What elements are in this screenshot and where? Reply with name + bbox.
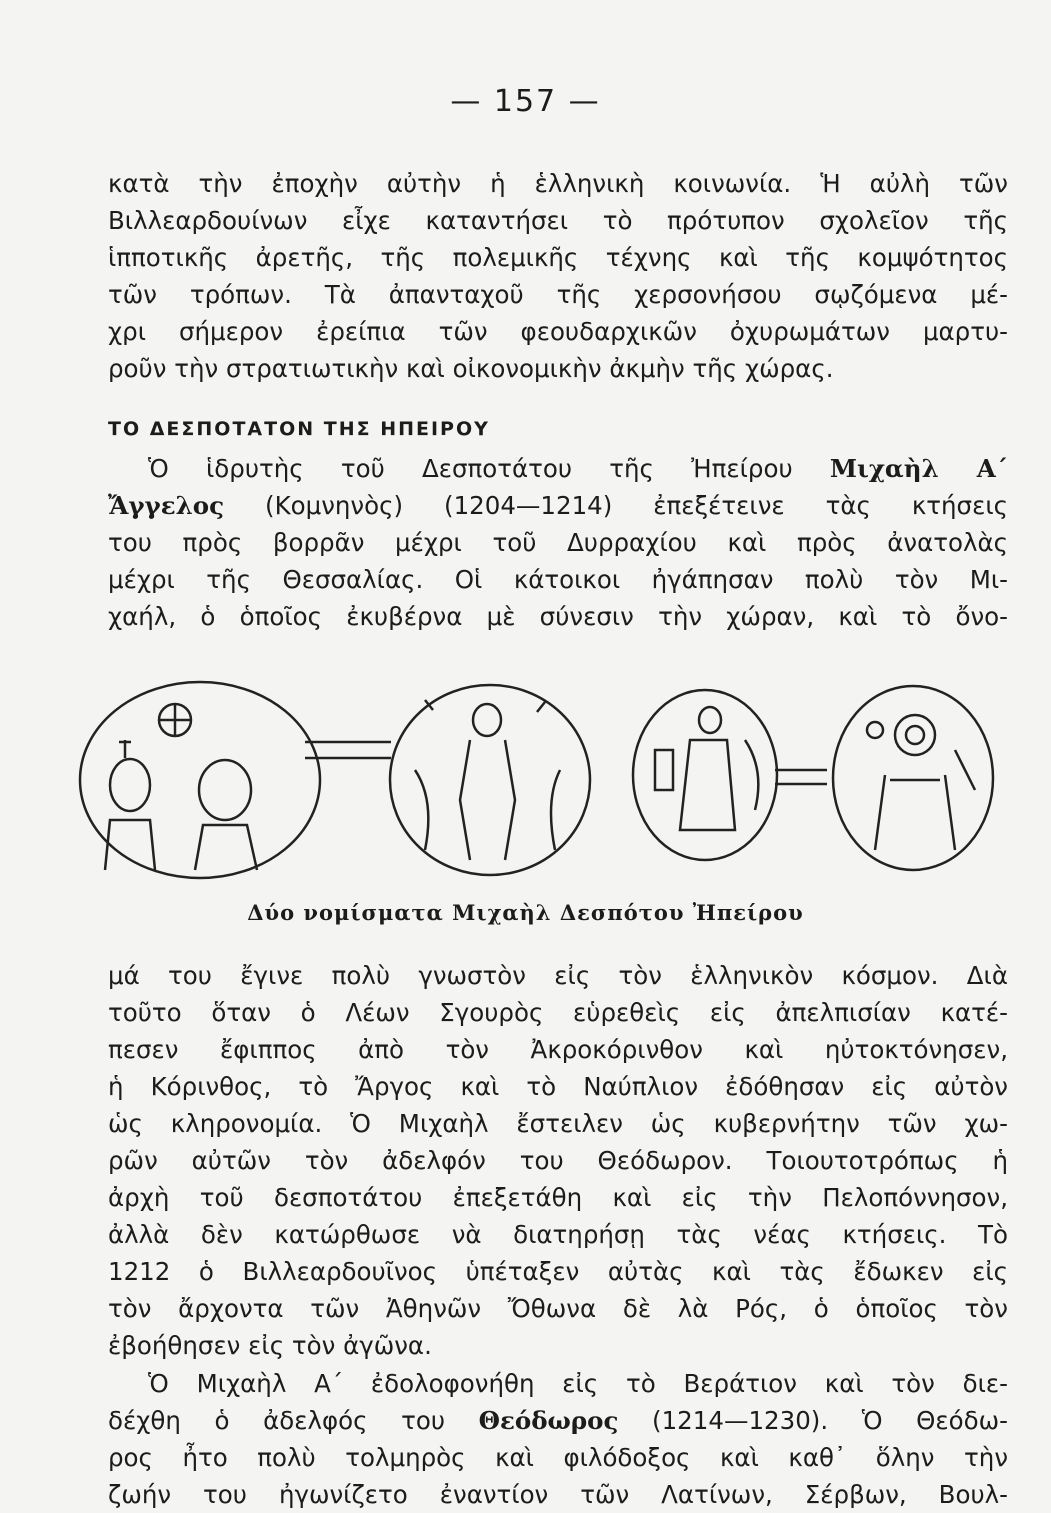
text-line: πεσεν ἔφιππος ἀπὸ τὸν Ἀκροκόρινθον καὶ ηὐτοκτόνησεν,: [108, 1035, 1008, 1064]
text-line: του πρὸς βορρᾶν μέχρι τοῦ Δυρραχίου καὶ πρὸς ἀνατολὰς: [108, 528, 1008, 557]
text-line: τῶν τρόπων. Τὰ ἀπανταχοῦ τῆς χερσονήσου σῳζόμενα μέ-: [108, 280, 1008, 309]
paragraph-2: [108, 450, 1008, 635]
text-line: ζωήν του ἠγωνίζετο ἐναντίον τῶν Λατίνων, Σέρβων, Βουλ-: [108, 1480, 1008, 1509]
text-line: ρῶν αὐτῶν τὸν ἀδελφόν του Θεόδωρον. Τοιουτοτρόπως ἡ: [108, 1146, 1008, 1175]
text-line: μά του ἔγινε πολὺ γνωστὸν εἰς τὸν ἑλληνικὸν κόσμον. Διὰ: [108, 961, 1008, 990]
text-line: μέχρι τῆς Θεσσαλίας. Οἱ κάτοικοι ἠγάπησαν πολὺ τὸν Μι-: [108, 565, 1008, 594]
page-number: — 157 —: [450, 84, 601, 119]
name-bold-theodoros: Θεόδωρος: [478, 1406, 619, 1435]
text-line: κατὰ τὴν ἐποχὴν αὐτὴν ἡ ἑλληνικὴ κοινωνία. Ἡ αὐλὴ τῶν: [108, 169, 1008, 198]
coins-illustration: [75, 680, 995, 880]
coin-2-reverse: [390, 685, 590, 875]
text-line: [108, 1402, 1008, 1439]
paragraph-4: [108, 1365, 1008, 1513]
text-span: (1214—1230). Ὁ Θεόδω-: [618, 1406, 1008, 1435]
text-span: (Κομνηνὸς) (1204—1214) ἐπεξέτεινε τὰς κτήσεις: [224, 491, 1008, 520]
coin-3-obverse: [633, 690, 777, 860]
paragraph-1: [108, 165, 1008, 387]
text-line: τοῦτο ὅταν ὁ Λέων Σγουρὸς εὑρεθεὶς εἰς ἀπελπισίαν κατέ-: [108, 998, 1008, 1027]
text-line: Βιλλεαρδουίνων εἶχε καταντήσει τὸ πρότυπον σχολεῖον τῆς: [108, 206, 1008, 235]
text-line: ρος ἦτο πολὺ τολμηρὸς καὶ φιλόδοξος καὶ καθ᾽ ὅλην τὴν: [108, 1443, 1008, 1472]
text-line: ἡ Κόρινθος, τὸ Ἄργος καὶ τὸ Ναύπλιον ἐδόθησαν εἰς αὐτὸν: [108, 1072, 1008, 1101]
text-span: Ὁ ἱδρυτὴς τοῦ Δεσποτάτου τῆς Ἠπείρου: [148, 454, 830, 483]
text-span: δέχθη ὁ ἀδελφός του: [108, 1406, 479, 1435]
name-bold-michael: Μιχαὴλ Α΄: [829, 454, 1008, 483]
text-line: Ὁ Μιχαὴλ Α΄ ἐδολοφονήθη εἰς τὸ Βεράτιον καὶ τὸν διε-: [148, 1369, 1008, 1398]
text-line: ἀλλὰ δὲν κατώρθωσε νὰ διατηρήσῃ τὰς νέας κτήσεις. Τὸ: [108, 1220, 1008, 1249]
name-bold-angelos: Ἄγγελος: [108, 491, 225, 520]
text-line: [108, 487, 1008, 524]
figure-caption: Δύο νομίσματα Μιχαὴλ Δεσπότου Ἠπείρου: [247, 900, 804, 925]
coin-1-obverse: [80, 682, 320, 878]
text-line: χαήλ, ὁ ὁποῖος ἐκυβέρνα μὲ σύνεσιν τὴν χώραν, καὶ τὸ ὄνο-: [108, 602, 1008, 631]
coin-4-reverse: [833, 686, 993, 870]
text-line: ὡς κληρονομία. Ὁ Μιχαὴλ ἔστειλεν ὡς κυβερνήτην τῶν χω-: [108, 1109, 1008, 1138]
text-line: ἐβοήθησεν εἰς τὸν ἀγῶνα.: [108, 1331, 432, 1360]
text-line: ἀρχὴ τοῦ δεσποτάτου ἐπεξετάθη καὶ εἰς τὴν Πελοπόννησον,: [108, 1183, 1008, 1212]
section-heading: ΤΟ ΔΕΣΠΟΤΑΤΟΝ ΤΗΣ ΗΠΕΙΡΟΥ: [108, 418, 490, 440]
text-line: ροῦν τὴν στρατιωτικὴν καὶ οἰκονομικὴν ἀκμὴν τῆς χώρας.: [108, 354, 834, 383]
text-line: τὸν ἄρχοντα τῶν Ἀθηνῶν Ὄθωνα δὲ λὰ Ρός, ὁ ὁποῖος τὸν: [108, 1294, 1008, 1323]
text-line: 1212 ὁ Βιλλεαρδουῖνος ὑπέταξεν αὐτὰς καὶ τὰς ἔδωκεν εἰς: [108, 1257, 1008, 1286]
text-line: ἱπποτικῆς ἀρετῆς, τῆς πολεμικῆς τέχνης καὶ τῆς κομψότητος: [108, 243, 1008, 272]
text-line: [108, 450, 1008, 487]
text-line: χρι σήμερον ἐρείπια τῶν φεουδαρχικῶν ὀχυρωμάτων μαρτυ-: [108, 317, 1008, 346]
paragraph-3: [108, 957, 1008, 1364]
